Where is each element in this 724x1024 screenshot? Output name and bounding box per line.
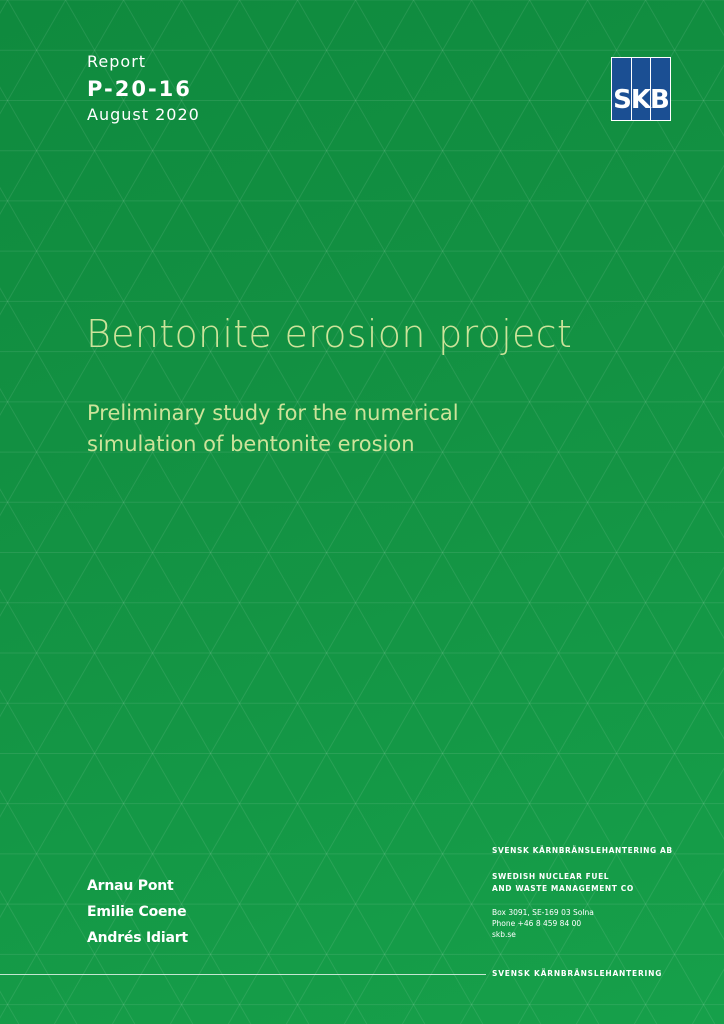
author-name: Arnau Pont [87, 878, 174, 894]
company-phone: Phone +46 8 459 84 00 [492, 919, 582, 928]
footer-divider [0, 974, 486, 975]
skb-logo [611, 57, 671, 121]
company-name-english [492, 871, 702, 895]
report-date: August 2020 [87, 105, 200, 124]
author-name: Andrés Idiart [87, 930, 188, 946]
company-name-english-line: AND WASTE MANAGEMENT CO [492, 884, 634, 893]
document-subtitle: Preliminary study for the numerical simulation of bentonite erosion [87, 401, 459, 456]
author-list [87, 873, 287, 951]
report-label: Report [87, 52, 147, 71]
document-title: Bentonite erosion project [86, 312, 573, 356]
footer-company-name: SVENSK KÄRNBRÄNSLEHANTERING [492, 969, 663, 978]
report-number: P-20-16 [87, 77, 192, 101]
company-name-english-line: SWEDISH NUCLEAR FUEL [492, 872, 610, 881]
company-info [492, 845, 702, 940]
logo-text: SKB [613, 85, 669, 115]
company-name-swedish: SVENSK KÄRNBRÄNSLEHANTERING AB [492, 846, 673, 855]
author-name: Emilie Coene [87, 904, 187, 920]
company-website: skb.se [492, 930, 516, 939]
company-contact [492, 907, 702, 940]
company-address: Box 3091, SE-169 03 Solna [492, 908, 594, 917]
